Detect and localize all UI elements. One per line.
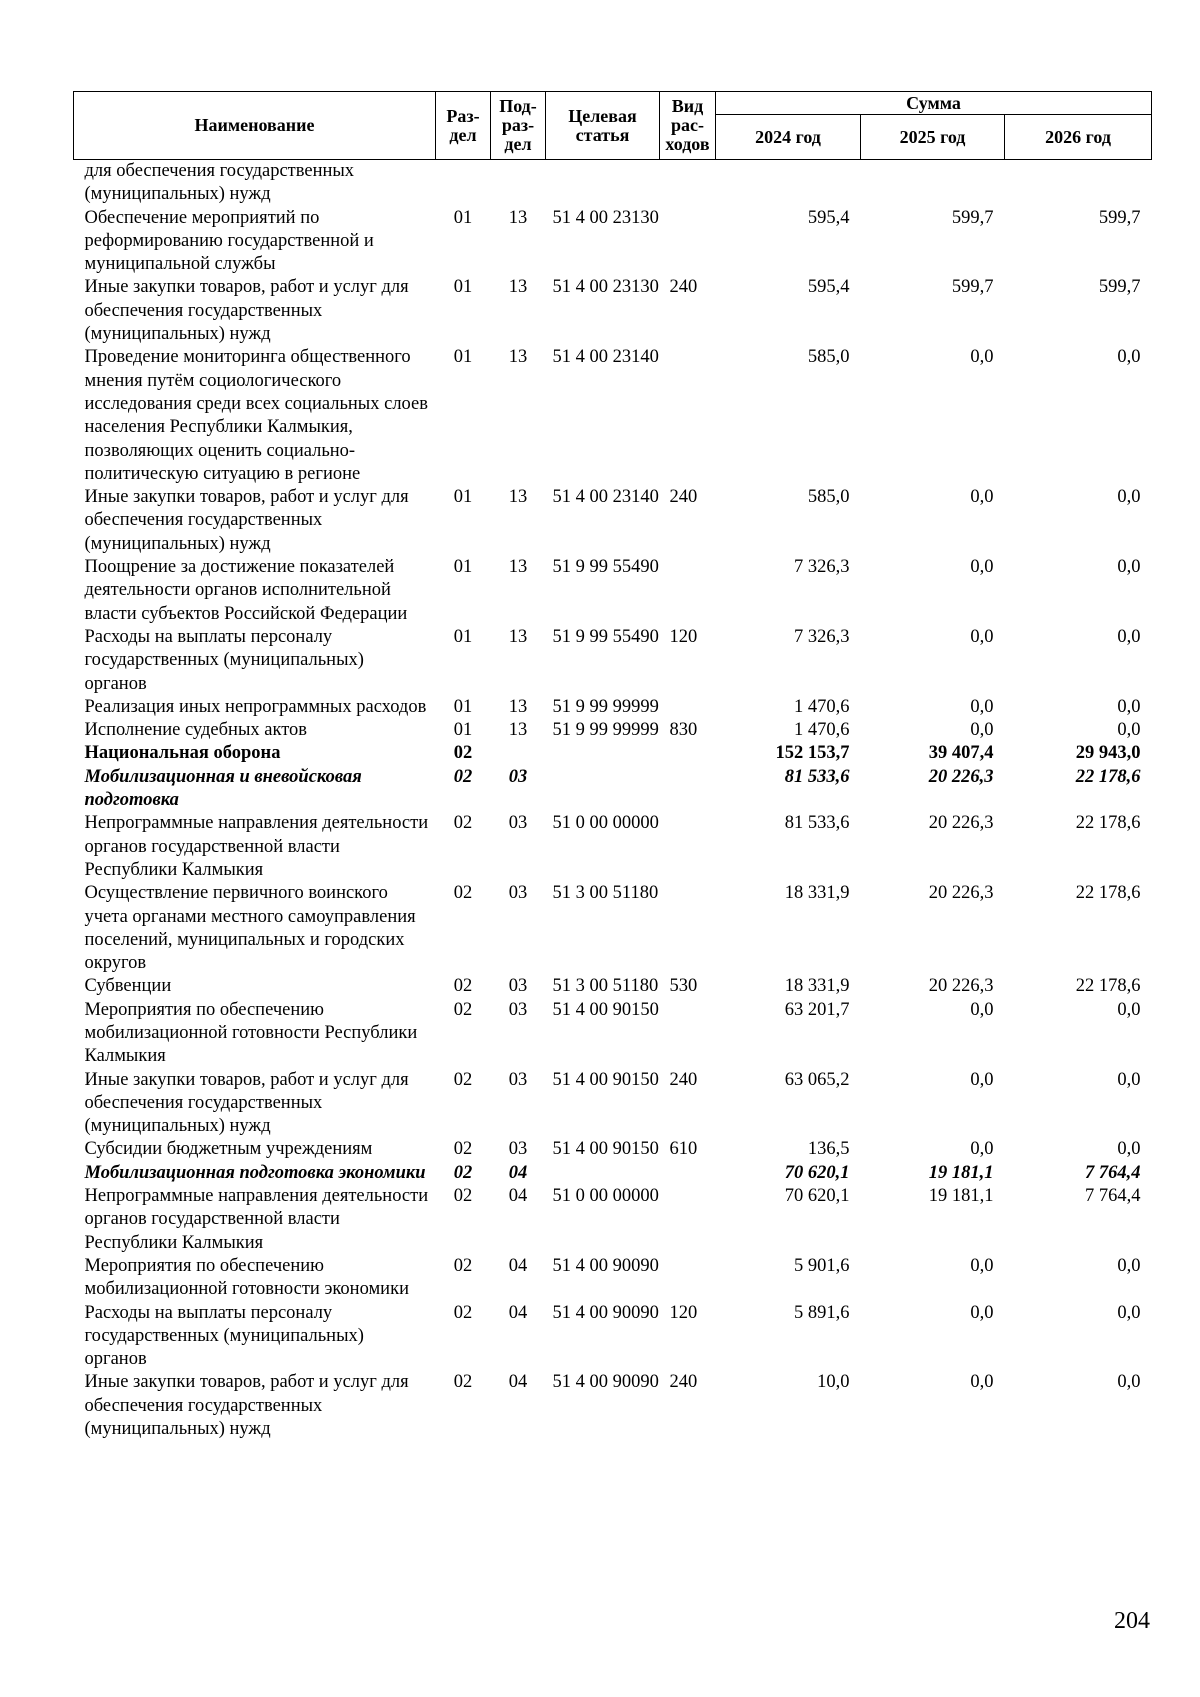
- row-target-article: 51 9 99 99999: [552, 696, 659, 717]
- table-row: [74, 1371, 1152, 1441]
- row-target-article: 51 4 00 23140: [552, 347, 659, 368]
- table-row: [74, 160, 1152, 207]
- row-sum-2026: 0,0: [1117, 1069, 1141, 1090]
- row-sum-2025: 599,7: [951, 207, 994, 228]
- table-row: [74, 1069, 1152, 1139]
- row-target-article: 51 4 00 90150: [552, 1139, 659, 1160]
- table-row: [74, 696, 1152, 719]
- row-razdel: 01: [453, 557, 473, 578]
- table-row: [74, 276, 1152, 346]
- row-podrazdel: 03: [508, 883, 528, 904]
- row-sum-2026: 22 178,6: [1075, 766, 1141, 787]
- table-body: [74, 160, 1152, 1442]
- table-row: [74, 486, 1152, 556]
- row-expense-type: [660, 207, 716, 277]
- row-expense-type: 240: [669, 277, 698, 298]
- header-year-2024: 2024 год: [716, 115, 861, 160]
- row-podrazdel: [491, 160, 546, 207]
- row-razdel: 01: [453, 696, 473, 717]
- table-row: [74, 1255, 1152, 1302]
- row-sum-2025: 599,7: [951, 277, 994, 298]
- row-razdel: 02: [453, 766, 473, 787]
- row-expense-type: 830: [669, 720, 698, 741]
- table-row: [74, 1162, 1152, 1185]
- header-year-2025: 2025 год: [861, 115, 1005, 160]
- row-razdel: 02: [453, 1139, 473, 1160]
- table-row: [74, 1138, 1152, 1161]
- row-name: Мобилизационная подготовка экономики: [84, 1162, 426, 1183]
- row-sum-2024: 595,4: [807, 277, 850, 298]
- table-row: [74, 742, 1152, 765]
- row-sum-2025: 0,0: [970, 1255, 994, 1276]
- row-expense-type: 240: [669, 1069, 698, 1090]
- row-sum-2024: 5 901,6: [794, 1255, 850, 1276]
- row-name: Иные закупки товаров, работ и услуг для обеспечения государственных (муниципальных) нужд: [84, 487, 409, 554]
- row-target-article: 51 9 99 55490: [552, 626, 659, 647]
- row-sum-2026: 599,7: [1098, 207, 1141, 228]
- row-sum-2025: 0,0: [970, 347, 994, 368]
- row-sum-2026: 7 764,4: [1085, 1162, 1141, 1183]
- row-podrazdel: 03: [508, 1069, 528, 1090]
- row-sum-2025: 0,0: [970, 720, 994, 741]
- row-sum-2026: [1005, 160, 1152, 207]
- header-podrazdel: Под- раз- дел: [491, 92, 546, 160]
- row-sum-2024: 152 153,7: [775, 743, 850, 764]
- table-row: [74, 999, 1152, 1069]
- table-row: [74, 882, 1152, 975]
- row-expense-type: [660, 1185, 716, 1255]
- row-name: Поощрение за достижение показателей деятельности органов исполнительной власти субъектов Российской Федерации: [84, 557, 408, 624]
- header-expense-type: Вид рас- ходов: [660, 92, 716, 160]
- row-sum-2026: 7 764,4: [1085, 1186, 1141, 1207]
- row-razdel: 01: [453, 626, 473, 647]
- row-sum-2026: 22 178,6: [1075, 813, 1141, 834]
- row-target-article: 51 4 00 23130: [552, 277, 659, 298]
- table-row: [74, 1302, 1152, 1372]
- row-podrazdel: 13: [508, 347, 528, 368]
- row-target-article: [546, 1162, 660, 1185]
- row-podrazdel: 03: [508, 766, 528, 787]
- row-razdel: 02: [453, 1162, 473, 1183]
- row-sum-2025: 19 181,1: [928, 1186, 994, 1207]
- row-target-article: 51 4 00 90090: [552, 1255, 659, 1276]
- row-name: Иные закупки товаров, работ и услуг для обеспечения государственных (муниципальных) нужд: [84, 1372, 409, 1440]
- row-target-article: [546, 766, 660, 813]
- row-podrazdel: 13: [508, 696, 528, 717]
- row-podrazdel: 13: [508, 557, 528, 578]
- row-target-article: 51 3 00 51180: [552, 883, 659, 904]
- budget-table: [73, 91, 1152, 1441]
- row-target-article: 51 9 99 99999: [552, 720, 659, 741]
- row-podrazdel: 04: [508, 1162, 528, 1183]
- header-year-2026: 2026 год: [1005, 115, 1152, 160]
- table-row: [74, 207, 1152, 277]
- row-expense-type: [660, 882, 716, 975]
- row-target-article: 51 4 00 23130: [552, 207, 659, 228]
- row-expense-type: [660, 346, 716, 486]
- row-sum-2026: 0,0: [1117, 347, 1141, 368]
- row-sum-2024: 595,4: [807, 207, 850, 228]
- row-name: Непрограммные направления деятельности органов государственной власти Республики Калмыкия: [84, 1186, 429, 1253]
- row-sum-2025: 20 226,3: [928, 883, 994, 904]
- row-podrazdel: 04: [508, 1255, 528, 1276]
- row-sum-2024: 1 470,6: [794, 696, 850, 717]
- row-sum-2024: 63 201,7: [784, 999, 850, 1020]
- row-razdel: 02: [453, 743, 473, 764]
- row-podrazdel: 03: [508, 813, 528, 834]
- row-podrazdel: 13: [508, 720, 528, 741]
- row-sum-2025: 20 226,3: [928, 766, 994, 787]
- row-name: Иные закупки товаров, работ и услуг для обеспечения государственных (муниципальных) нужд: [84, 277, 409, 345]
- row-podrazdel: 03: [508, 999, 528, 1020]
- row-sum-2024: 70 620,1: [784, 1162, 850, 1183]
- row-target-article: 51 4 00 90090: [552, 1302, 659, 1323]
- row-razdel: 02: [453, 1069, 473, 1090]
- row-sum-2025: 0,0: [970, 696, 994, 717]
- header-target-article: Целевая статья: [546, 92, 660, 160]
- row-sum-2024: 136,5: [807, 1139, 850, 1160]
- header-sum: Сумма: [716, 92, 1152, 115]
- table-row: [74, 346, 1152, 486]
- row-sum-2024: 5 891,6: [794, 1302, 850, 1323]
- row-razdel: 02: [453, 976, 473, 997]
- row-expense-type: 120: [669, 626, 698, 647]
- row-sum-2026: 22 178,6: [1075, 883, 1141, 904]
- row-name: Мобилизационная и вневойсковая подготовка: [84, 766, 362, 811]
- row-expense-type: [660, 696, 716, 719]
- table-row: [74, 626, 1152, 696]
- row-target-article: [546, 160, 660, 207]
- row-expense-type: [660, 766, 716, 813]
- row-target-article: 51 0 00 00000: [552, 813, 659, 834]
- row-sum-2024: 18 331,9: [784, 883, 850, 904]
- header-name: Наименование: [74, 92, 436, 160]
- row-name: Мероприятия по обеспечению мобилизационной готовности Республики Калмыкия: [84, 999, 418, 1067]
- row-razdel: 01: [453, 207, 473, 228]
- row-name: Расходы на выплаты персоналу государственных (муниципальных) органов: [84, 1302, 364, 1370]
- row-name: Национальная оборона: [84, 743, 281, 764]
- row-razdel: 02: [453, 1372, 473, 1393]
- row-name: Реализация иных непрограммных расходов: [84, 696, 427, 717]
- row-razdel: 02: [453, 813, 473, 834]
- row-sum-2024: 10,0: [817, 1372, 850, 1393]
- table-header: [74, 92, 1152, 160]
- row-target-article: 51 4 00 90090: [552, 1372, 659, 1393]
- budget-table-page: [73, 91, 1151, 1441]
- row-expense-type: [660, 1162, 716, 1185]
- row-target-article: 51 3 00 51180: [552, 976, 659, 997]
- table-row: [74, 812, 1152, 882]
- row-sum-2025: 20 226,3: [928, 976, 994, 997]
- row-target-article: 51 0 00 00000: [552, 1186, 659, 1207]
- table-row: [74, 556, 1152, 626]
- header-razdel: Раз- дел: [436, 92, 491, 160]
- row-expense-type: [660, 999, 716, 1069]
- row-sum-2024: 81 533,6: [784, 813, 850, 834]
- row-target-article: 51 4 00 90150: [552, 1069, 659, 1090]
- row-name: Непрограммные направления деятельности органов государственной власти Республики Калмыкия: [84, 813, 429, 880]
- row-target-article: 51 4 00 23140: [552, 487, 659, 508]
- row-target-article: 51 9 99 55490: [552, 557, 659, 578]
- row-sum-2025: [861, 160, 1005, 207]
- table-row: [74, 766, 1152, 813]
- row-razdel: 01: [453, 487, 473, 508]
- row-sum-2025: 0,0: [970, 487, 994, 508]
- row-sum-2024: 7 326,3: [794, 557, 850, 578]
- row-sum-2025: 0,0: [970, 999, 994, 1020]
- row-razdel: 02: [453, 999, 473, 1020]
- row-sum-2024: 81 533,6: [784, 766, 850, 787]
- row-expense-type: [660, 812, 716, 882]
- row-podrazdel: 04: [508, 1302, 528, 1323]
- row-sum-2026: 0,0: [1117, 696, 1141, 717]
- row-sum-2026: 0,0: [1117, 1372, 1141, 1393]
- row-podrazdel: 13: [508, 277, 528, 298]
- row-razdel: 02: [453, 1255, 473, 1276]
- row-sum-2025: 19 181,1: [928, 1162, 994, 1183]
- row-podrazdel: 13: [508, 207, 528, 228]
- row-name: Осуществление первичного воинского учета органами местного самоуправления поселений, муниципальных и городских округов: [84, 883, 416, 974]
- row-razdel: 01: [453, 347, 473, 368]
- row-sum-2026: 0,0: [1117, 720, 1141, 741]
- row-sum-2024: 70 620,1: [784, 1186, 850, 1207]
- page-number: 204: [1114, 1608, 1150, 1634]
- row-sum-2024: 18 331,9: [784, 976, 850, 997]
- row-name: Субсидии бюджетным учреждениям: [84, 1139, 373, 1160]
- row-podrazdel: 03: [508, 1139, 528, 1160]
- row-name: Обеспечение мероприятий по реформированию государственной и муниципальной службы: [84, 207, 374, 275]
- row-sum-2026: 0,0: [1117, 487, 1141, 508]
- row-podrazdel: 04: [508, 1186, 528, 1207]
- row-sum-2024: [716, 160, 861, 207]
- row-podrazdel: 13: [508, 487, 528, 508]
- row-podrazdel: 04: [508, 1372, 528, 1393]
- row-sum-2025: 0,0: [970, 626, 994, 647]
- row-name: для обеспечения государственных (муниципальных) нужд: [84, 161, 355, 205]
- row-sum-2026: 22 178,6: [1075, 976, 1141, 997]
- row-expense-type: [660, 1255, 716, 1302]
- row-expense-type: [660, 160, 716, 207]
- row-sum-2024: 1 470,6: [794, 720, 850, 741]
- row-sum-2025: 0,0: [970, 557, 994, 578]
- row-sum-2026: 0,0: [1117, 626, 1141, 647]
- row-expense-type: [660, 742, 716, 765]
- row-expense-type: 610: [669, 1139, 698, 1160]
- row-sum-2026: 0,0: [1117, 1139, 1141, 1160]
- row-expense-type: 240: [669, 1372, 698, 1393]
- row-sum-2024: 7 326,3: [794, 626, 850, 647]
- row-sum-2024: 585,0: [807, 347, 850, 368]
- row-sum-2025: 0,0: [970, 1069, 994, 1090]
- row-name: Субвенции: [84, 976, 172, 997]
- row-razdel: 02: [453, 1186, 473, 1207]
- table-row: [74, 719, 1152, 742]
- row-name: Расходы на выплаты персоналу государственных (муниципальных) органов: [84, 626, 364, 694]
- row-sum-2025: 39 407,4: [928, 743, 994, 764]
- row-name: Проведение мониторинга общественного мнения путём социологического исследования среди всех социальных слоев населения Республики Калмыкия, позволяющих оценить социально-политическую ситуацию в регионе: [84, 347, 428, 484]
- row-razdel: 02: [453, 883, 473, 904]
- row-sum-2025: 0,0: [970, 1139, 994, 1160]
- row-sum-2025: 0,0: [970, 1302, 994, 1323]
- row-sum-2025: 0,0: [970, 1372, 994, 1393]
- row-razdel: 01: [453, 277, 473, 298]
- row-sum-2024: 63 065,2: [784, 1069, 850, 1090]
- row-razdel: [436, 160, 491, 207]
- row-sum-2026: 29 943,0: [1075, 743, 1141, 764]
- row-name: Иные закупки товаров, работ и услуг для обеспечения государственных (муниципальных) нужд: [84, 1069, 409, 1137]
- row-expense-type: 120: [669, 1302, 698, 1323]
- row-podrazdel: [491, 742, 546, 765]
- row-razdel: 02: [453, 1302, 473, 1323]
- row-expense-type: 530: [669, 976, 698, 997]
- row-sum-2025: 20 226,3: [928, 813, 994, 834]
- row-name: Мероприятия по обеспечению мобилизационной готовности экономики: [84, 1255, 409, 1300]
- row-sum-2026: 0,0: [1117, 999, 1141, 1020]
- row-razdel: 01: [453, 720, 473, 741]
- row-expense-type: 240: [669, 487, 698, 508]
- row-sum-2026: 0,0: [1117, 1255, 1141, 1276]
- row-target-article: [546, 742, 660, 765]
- table-row: [74, 975, 1152, 998]
- row-sum-2024: 585,0: [807, 487, 850, 508]
- row-sum-2026: 0,0: [1117, 557, 1141, 578]
- row-expense-type: [660, 556, 716, 626]
- row-target-article: 51 4 00 90150: [552, 999, 659, 1020]
- row-podrazdel: 13: [508, 626, 528, 647]
- row-podrazdel: 03: [508, 976, 528, 997]
- row-sum-2026: 0,0: [1117, 1302, 1141, 1323]
- row-sum-2026: 599,7: [1098, 277, 1141, 298]
- row-name: Исполнение судебных актов: [84, 720, 308, 741]
- table-row: [74, 1185, 1152, 1255]
